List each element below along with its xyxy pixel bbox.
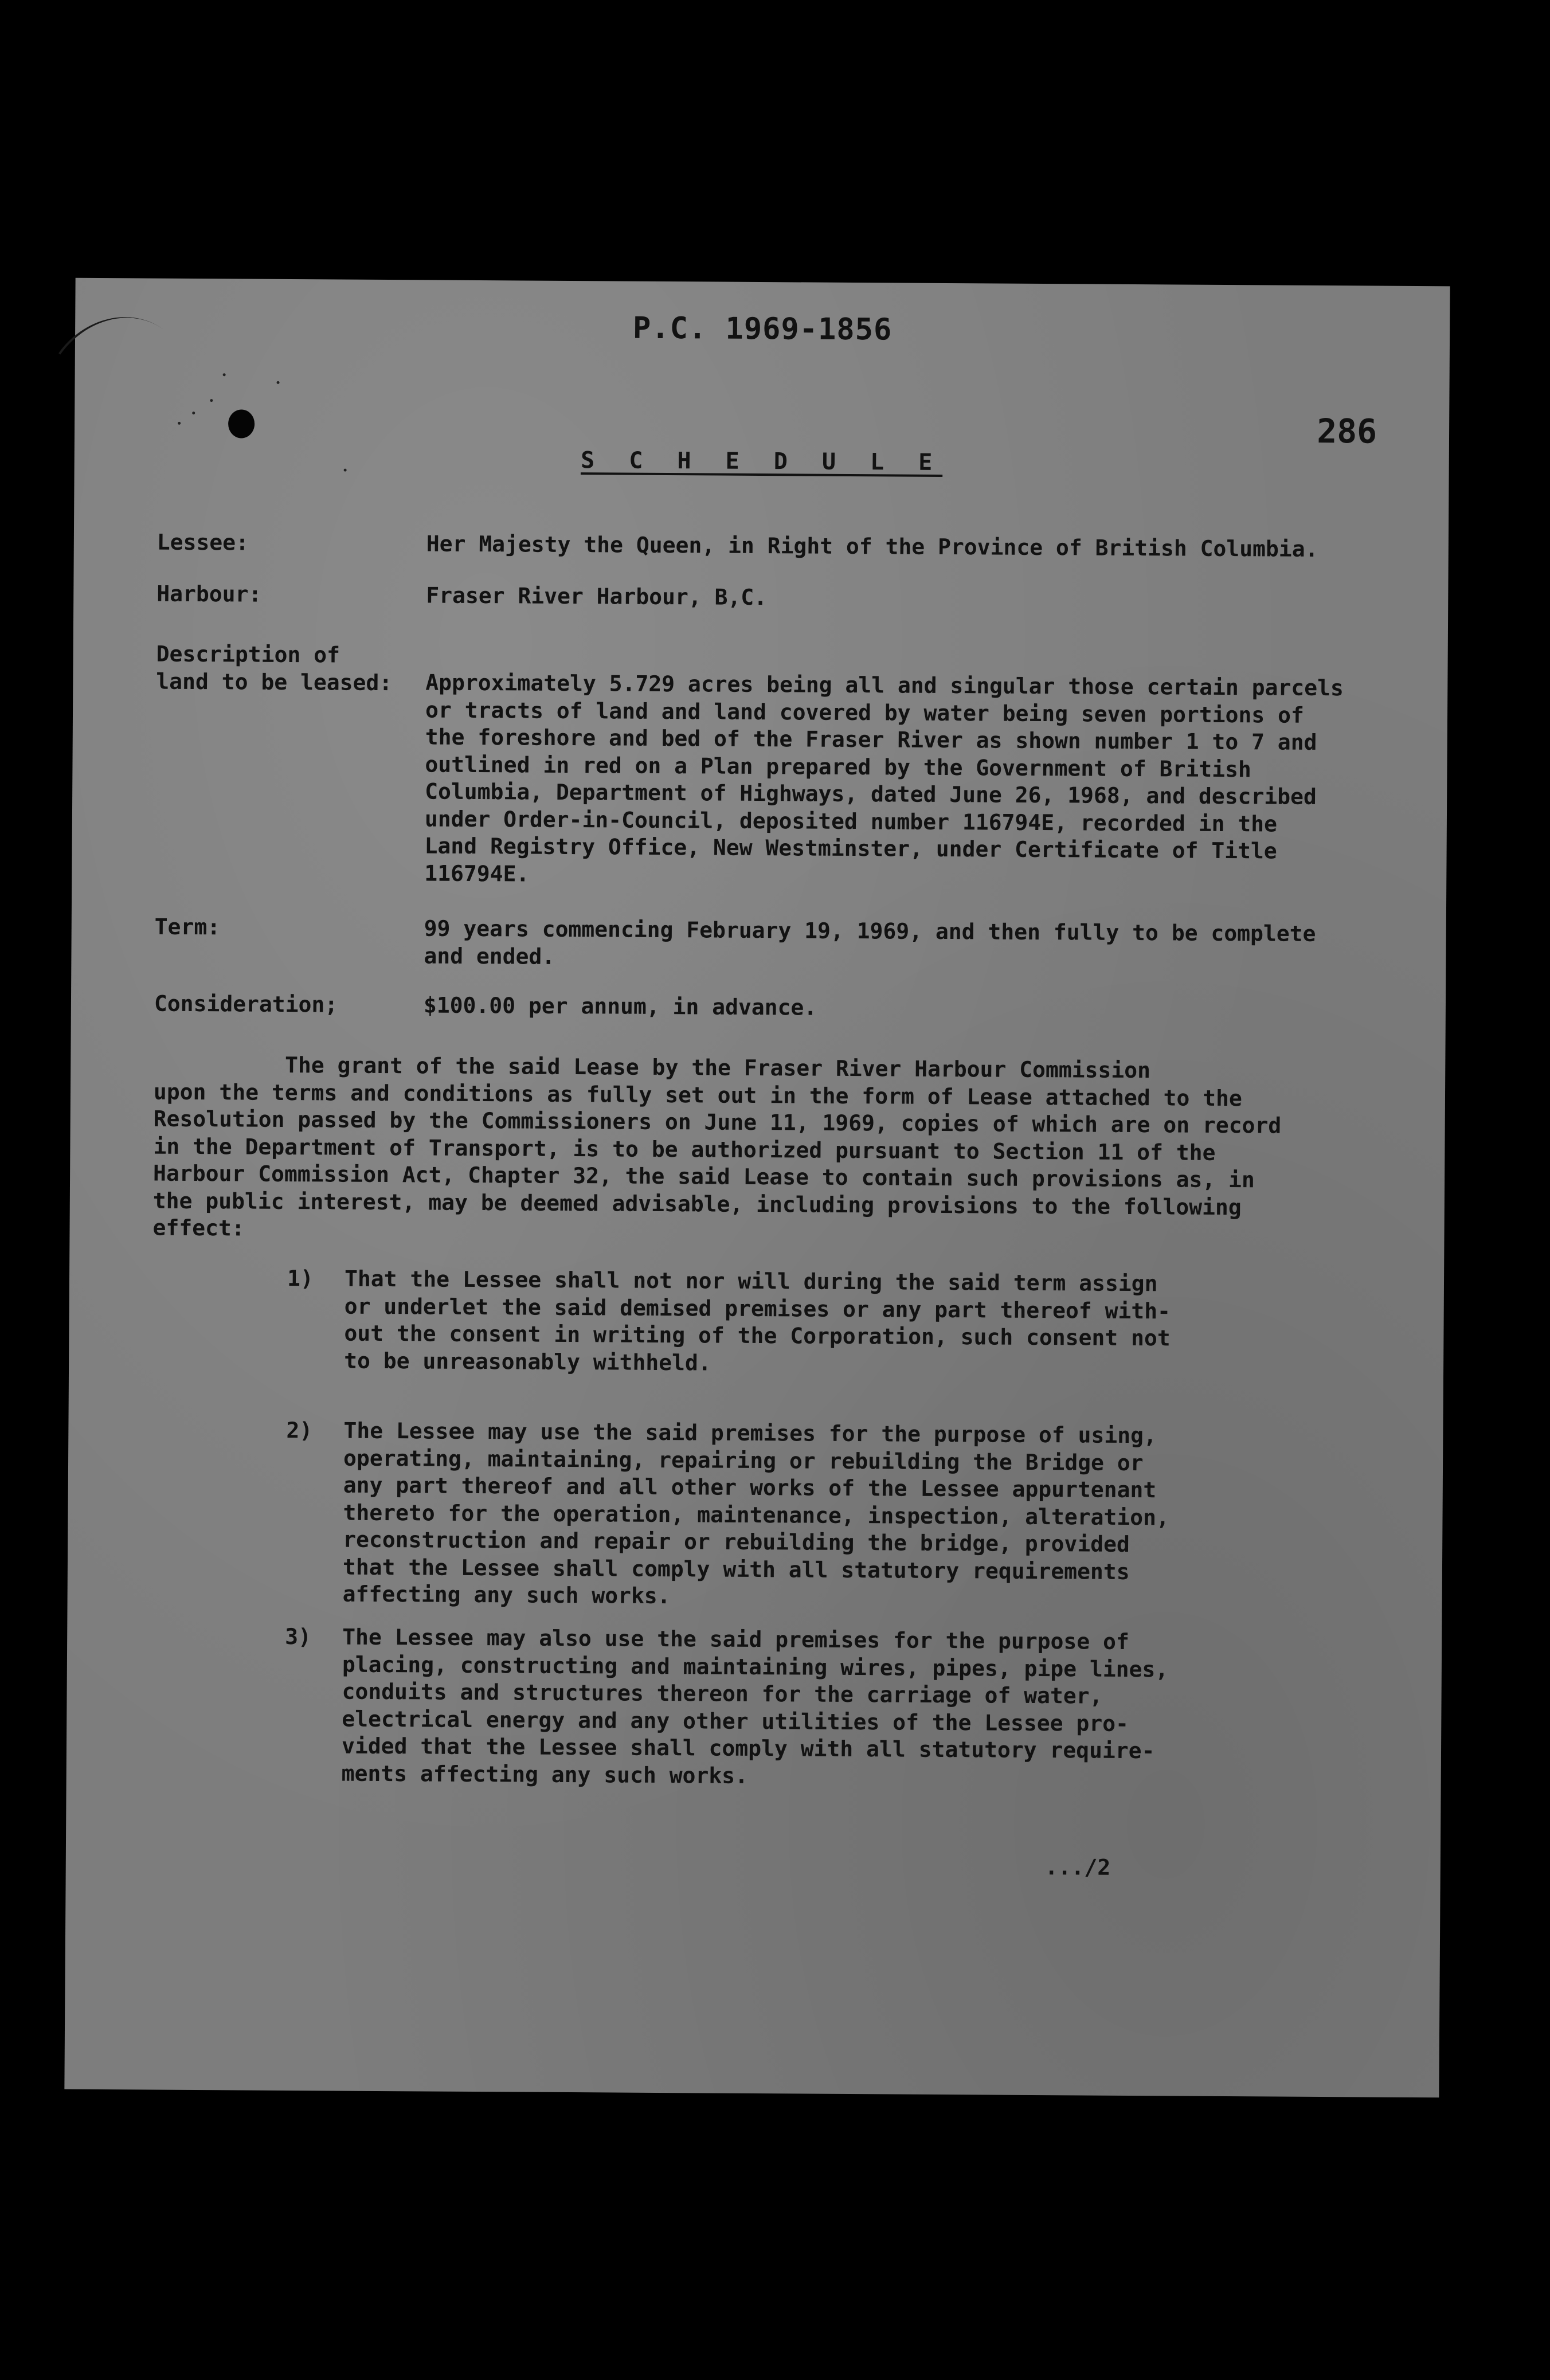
term-value: 99 years commencing February 19, 1969, and then fully to be complete and ended.: [424, 915, 1316, 969]
item-2-text: The Lessee may use the said premises for the purpose of using, operating, maintaining, repairing or rebuilding the Bridge or any part thereof and all other works of the Lessee appurtenant thereto for the operation, maintenance, inspection, alteration, reconstruction and repair or rebuilding the bridge, provided that the Lessee shall comply with all statutory requirements affecting any such works.: [342, 1418, 1169, 1609]
ink-speck: [178, 422, 181, 425]
page-number: 286: [1317, 411, 1377, 451]
item-3-number: 3): [285, 1623, 312, 1650]
item-3-text: The Lessee may also use the said premises for the purpose of placing, constructing and maintaining wires, pipes, pipe lines, conduits and structures thereon for the carriage of water, electrical energy and any other utilities of the Lessee pro- vided that the Lessee shall comply with all statutory require- ments affecting any such works.: [341, 1624, 1169, 1788]
term-label: Term:: [154, 914, 221, 940]
description-label: Description of land to be leased:: [156, 641, 393, 695]
ink-speck: [277, 381, 280, 384]
continuation-marker: .../2: [1044, 1854, 1111, 1880]
lessee-value: Her Majesty the Queen, in Right of the Province of British Columbia.: [426, 531, 1318, 562]
harbour-value: Fraser River Harbour, B,C.: [426, 582, 768, 610]
description-value: Approximately 5.729 acres being all and singular those certain parcels or tracts of land and land covered by water being seven portions of the foreshore and bed of the Fraser River as shown number 1 to 7 and outlined in red on a Plan prepared by the Government of British Columbia, Department of Highways, dated June 26, 1968, and described under Order-in-Council, deposited number 116794E, recorded in the Land Registry Office, New Westminster, under Certificate of Title 116794E.: [424, 670, 1344, 887]
consideration-label: Consideration;: [154, 991, 338, 1017]
schedule-title: S C H E D U L E: [580, 447, 943, 476]
lessee-label: Lessee:: [156, 529, 249, 555]
consideration-value: $100.00 per annum, in advance.: [423, 992, 817, 1020]
document-page: [64, 278, 1450, 2098]
item-2-number: 2): [286, 1417, 313, 1443]
document-header: P.C. 1969-1856: [632, 311, 893, 347]
ink-speck: [223, 373, 226, 376]
body-paragraph: The grant of the said Lease by the Fraser River Harbour Commission upon the terms and conditions as fully set out in the form of Lease attached to the Resolution passed by the Commissioners on June 11, 1969, copies of which are on record in the Department of Transport, is to be authorized pursuant to Section 11 of the Harbour Commission Act, Chapter 32, the said Lease to contain such provisions as, in the public interest, may be deemed advisable, including provisions to the following effect:: [152, 1051, 1282, 1241]
ink-speck: [210, 399, 213, 402]
item-1-number: 1): [287, 1265, 314, 1291]
ink-speck: [192, 412, 195, 414]
item-1-text: That the Lessee shall not nor will during the said term assign or underlet the said demised premises or any part thereof with- out the consent in writing of the Corporation, such consent not to be unreasonably withheld.: [344, 1266, 1171, 1376]
ink-blot: [228, 409, 255, 438]
harbour-label: Harbour:: [156, 581, 262, 607]
